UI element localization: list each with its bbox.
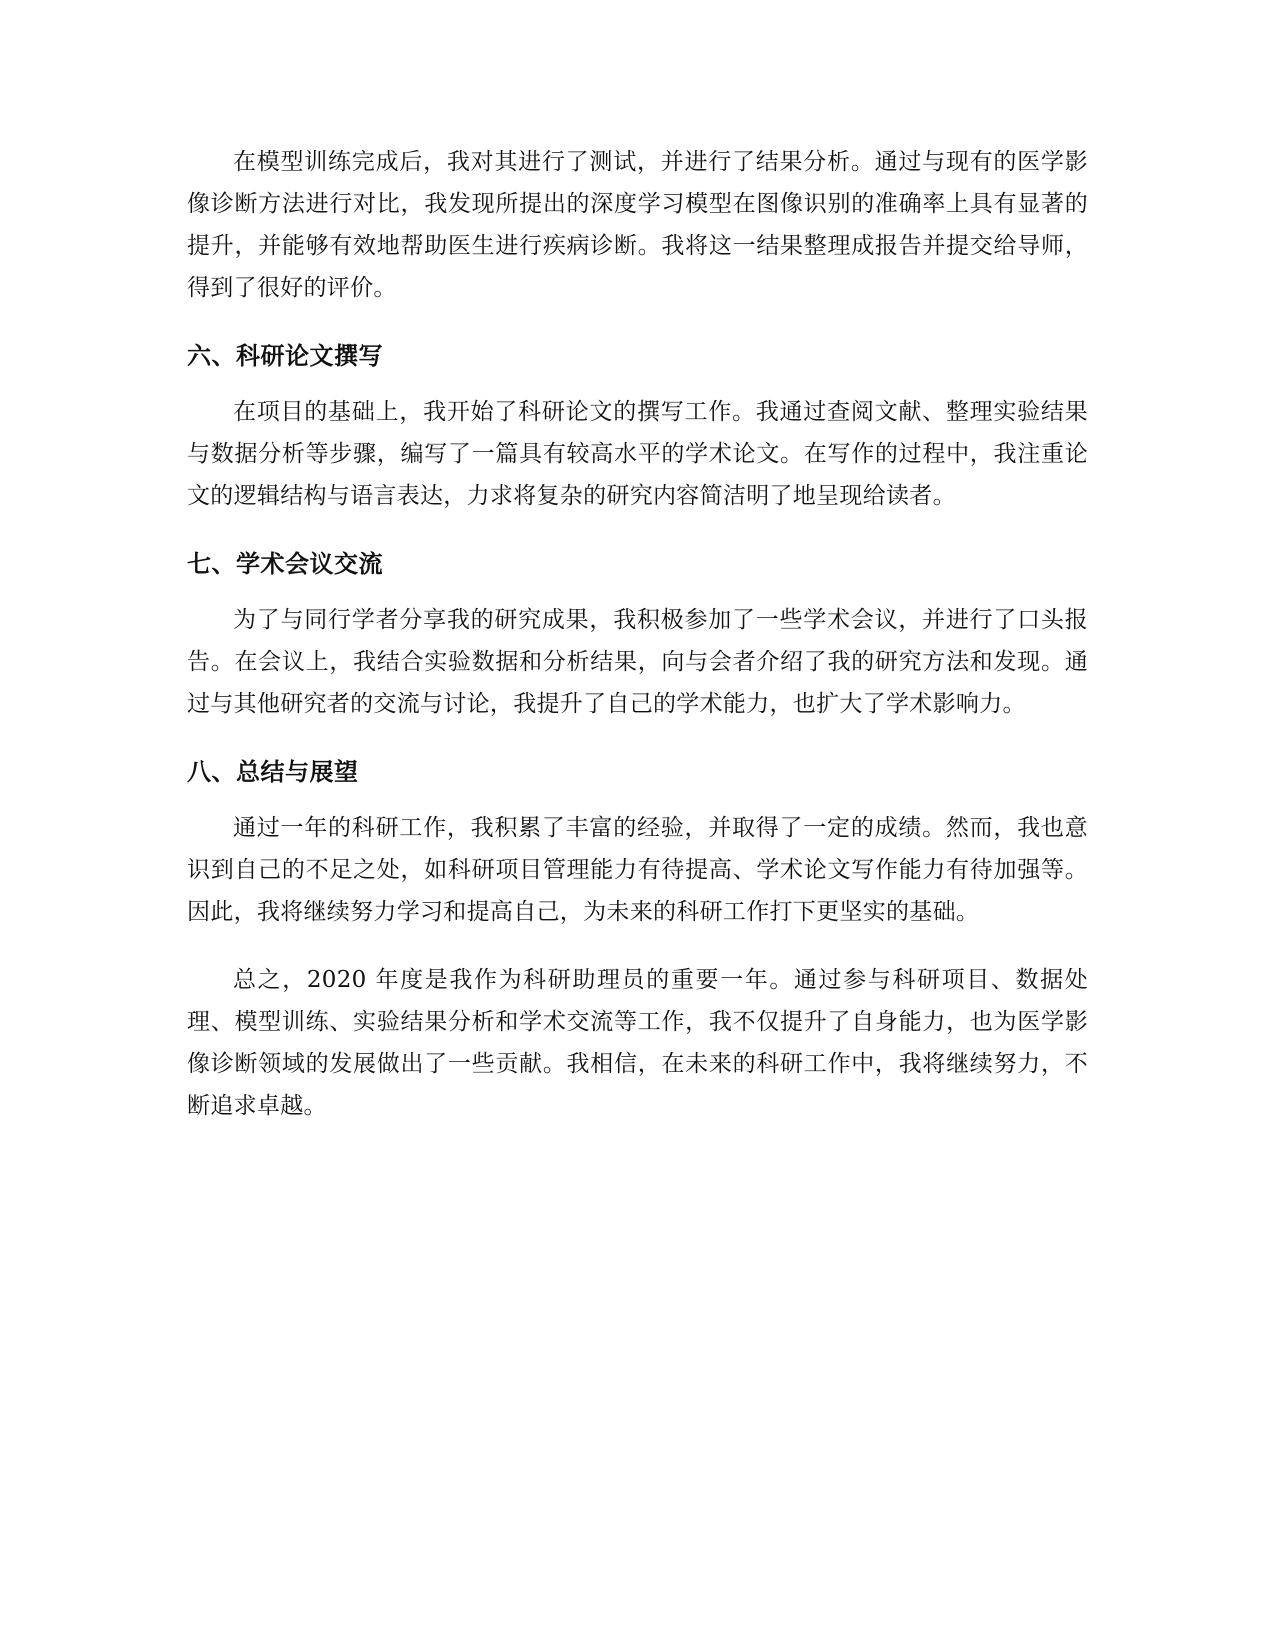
paragraph-summary-1: 通过一年的科研工作，我积累了丰富的经验，并取得了一定的成绩。然而，我也意识到自己的不足之处，如科研项目管理能力有待提高、学术论文写作能力有待加强等。因此，我将继续努力学习和提高自己，为未来的科研工作打下更坚实的基础。 bbox=[187, 815, 1088, 925]
paragraph-paper-writing: 在项目的基础上，我开始了科研论文的撰写工作。我通过查阅文献、整理实验结果与数据分析等步骤，编写了一篇具有较高水平的学术论文。在写作的过程中，我注重论文的逻辑结构与语言表达，力求将复杂的研究内容简洁明了地呈现给读者。 bbox=[187, 399, 1088, 509]
document-content bbox=[187, 141, 1088, 1153]
paragraph-summary-2: 总之，2020 年度是我作为科研助理员的重要一年。通过参与科研项目、数据处理、模型训练、实验结果分析和学术交流等工作，我不仅提升了自身能力，也为医学影像诊断领域的发展做出了一些贡献。我相信，在未来的科研工作中，我将继续努力，不断追求卓越。 bbox=[187, 967, 1088, 1119]
heading-paper-writing: 六、科研论文撰写 bbox=[187, 342, 383, 370]
heading-academic-conference: 七、学术会议交流 bbox=[187, 550, 383, 578]
heading-summary-outlook: 八、总结与展望 bbox=[187, 758, 359, 786]
paragraph-model-testing: 在模型训练完成后，我对其进行了测试，并进行了结果分析。通过与现有的医学影像诊断方法进行对比，我发现所提出的深度学习模型在图像识别的准确率上具有显著的提升，并能够有效地帮助医生进行疾病诊断。我将这一结果整理成报告并提交给导师，得到了很好的评价。 bbox=[187, 149, 1088, 301]
paragraph-academic-conference: 为了与同行学者分享我的研究成果，我积极参加了一些学术会议，并进行了口头报告。在会议上，我结合实验数据和分析结果，向与会者介绍了我的研究方法和发现。通过与其他研究者的交流与讨论，我提升了自己的学术能力，也扩大了学术影响力。 bbox=[187, 607, 1088, 717]
